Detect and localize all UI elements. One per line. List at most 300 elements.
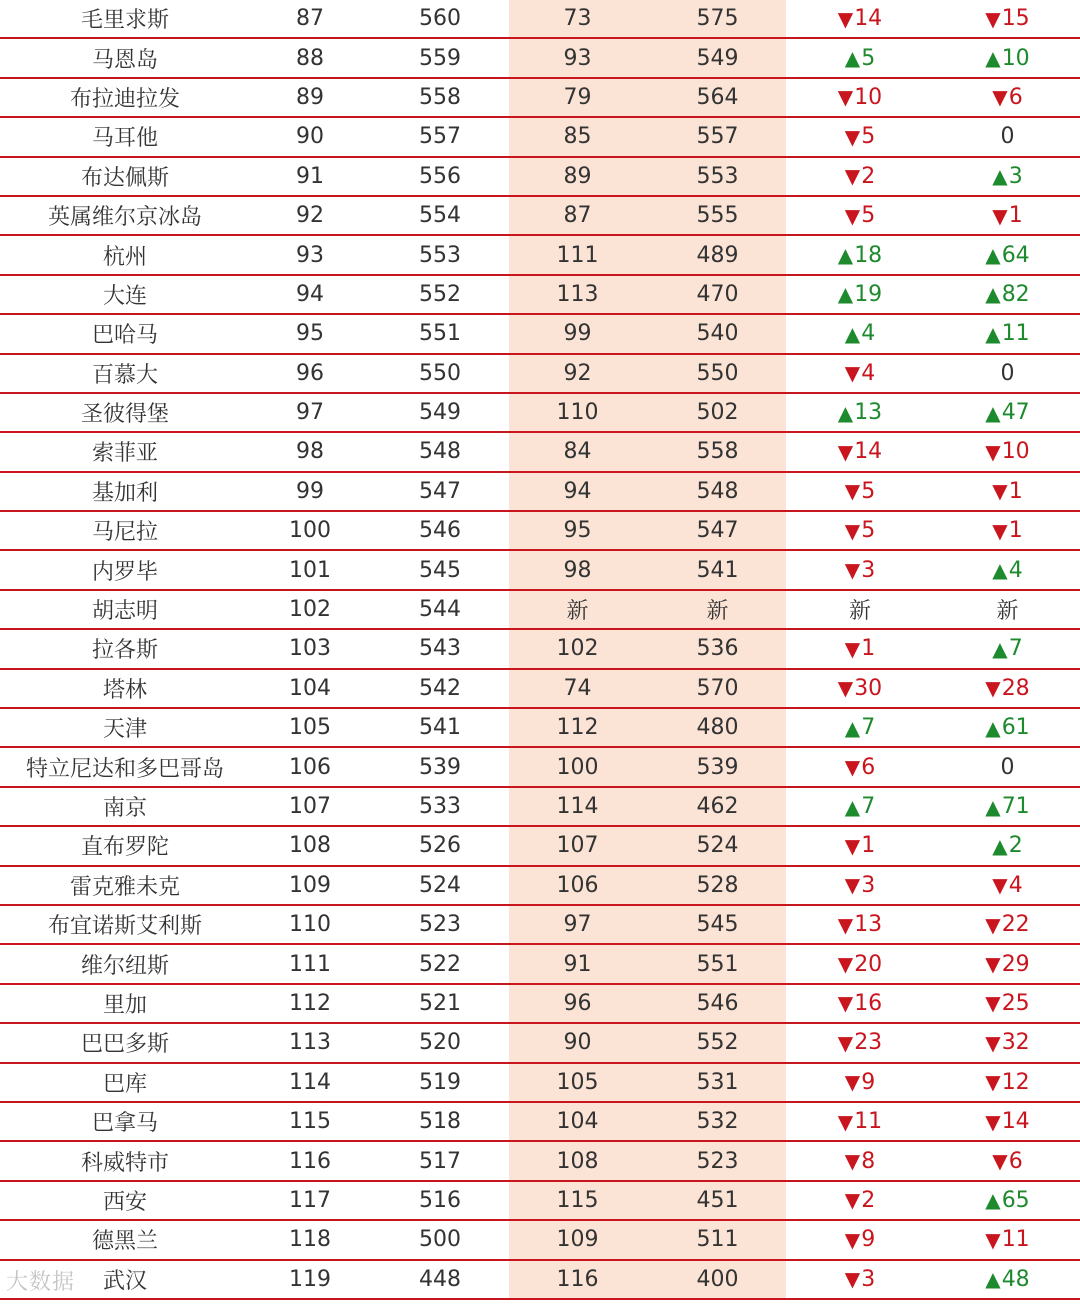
rank-cell (250, 1142, 370, 1179)
triangle-down-icon: ▼ (844, 1267, 861, 1292)
rank-change-cell (790, 512, 930, 549)
prev-rank-cell (515, 276, 640, 313)
prev-rank-cell (515, 788, 640, 825)
prev-score-cell-text: 550 (696, 360, 739, 386)
prev-score-cell-text: 531 (696, 1069, 739, 1095)
prev-rank-cell-text: 95 (563, 518, 592, 544)
score-change-cell-value: 14 (1001, 1109, 1030, 1135)
prev-rank-cell (515, 79, 640, 116)
score-cell-text: 552 (419, 281, 461, 307)
city-cell-text: 索菲亚 (91, 441, 158, 467)
score-cell (380, 79, 500, 116)
prev-score-cell (655, 276, 780, 313)
prev-rank-cell-text: 87 (563, 203, 592, 229)
watermark: 大数据 (6, 1270, 76, 1295)
rank-change-cell (790, 276, 930, 313)
city-cell (0, 0, 250, 37)
rank-cell (250, 39, 370, 76)
table-row (0, 827, 1080, 866)
rank-cell-text: 103 (289, 636, 331, 662)
prev-score-cell-text: 511 (696, 1227, 739, 1253)
score-cell-text: 520 (419, 1030, 461, 1056)
table-row (0, 906, 1080, 945)
score-cell (380, 985, 500, 1022)
score-cell-text: 541 (419, 715, 461, 741)
score-change-cell-value: 1 (1008, 518, 1023, 544)
triangle-down-icon: ▼ (844, 1149, 861, 1174)
prev-score-cell (655, 788, 780, 825)
score-change-cell (935, 355, 1080, 392)
rank-cell-text: 101 (289, 557, 331, 583)
score-cell-text: 448 (419, 1266, 461, 1292)
score-cell-text: 539 (419, 754, 461, 780)
prev-rank-cell (515, 748, 640, 785)
rank-cell (250, 394, 370, 431)
city-cell-text: 布达佩斯 (80, 165, 169, 191)
triangle-up-icon: ▲ (985, 400, 1001, 425)
score-change-cell (935, 276, 1080, 313)
score-cell-text: 545 (419, 557, 461, 583)
prev-score-cell (655, 748, 780, 785)
rank-change-cell-value: 5 (861, 478, 876, 504)
rank-cell (250, 433, 370, 470)
score-cell-text: 546 (419, 518, 461, 544)
prev-rank-cell-text: 92 (563, 360, 592, 386)
prev-rank-cell-text: 112 (556, 715, 599, 741)
city-cell (0, 355, 250, 392)
rank-change-cell (790, 315, 930, 352)
city-cell-text: 大连 (102, 283, 147, 309)
rank-cell-text: 93 (296, 242, 324, 268)
city-cell (0, 670, 250, 707)
table-row (0, 748, 1080, 787)
prev-rank-cell-text: 90 (563, 1030, 592, 1056)
rank-change-cell-value: 20 (854, 951, 883, 977)
city-cell (0, 473, 250, 510)
score-cell-text: 517 (419, 1148, 461, 1174)
rank-cell (250, 591, 370, 628)
rank-cell (250, 1103, 370, 1140)
prev-rank-cell-text: 107 (556, 833, 599, 859)
city-cell-text: 杭州 (102, 244, 147, 270)
rank-change-cell-value: 9 (861, 1069, 876, 1095)
rank-cell-text: 115 (289, 1109, 331, 1135)
rank-change-cell (790, 945, 930, 982)
triangle-down-icon: ▼ (844, 1070, 861, 1095)
rank-change-cell-value: 3 (861, 1266, 876, 1292)
city-cell (0, 79, 250, 116)
city-cell-text: 特立尼达和多巴哥岛 (25, 756, 224, 782)
prev-rank-cell (515, 236, 640, 273)
prev-rank-cell-text: 73 (563, 6, 592, 32)
prev-score-cell-text: 新 (706, 599, 729, 625)
table-row (0, 394, 1080, 433)
score-cell (380, 945, 500, 982)
triangle-down-icon: ▼ (985, 6, 1001, 31)
rank-cell (250, 906, 370, 943)
score-cell-text: 519 (419, 1069, 461, 1095)
prev-score-cell-text: 462 (696, 794, 739, 819)
prev-score-cell-text: 539 (696, 754, 739, 780)
city-cell (0, 945, 250, 982)
prev-score-cell-text: 480 (696, 715, 739, 741)
triangle-down-icon: ▼ (992, 203, 1008, 228)
score-change-cell (935, 0, 1080, 37)
rank-change-cell (790, 748, 930, 785)
rank-change-cell (790, 1103, 930, 1140)
rank-change-cell-value: 4 (861, 321, 876, 347)
city-cell-text: 巴巴多斯 (80, 1032, 169, 1058)
triangle-down-icon: ▼ (985, 991, 1001, 1016)
score-cell (380, 158, 500, 195)
rank-cell (250, 670, 370, 707)
triangle-up-icon: ▲ (992, 558, 1008, 583)
triangle-down-icon: ▼ (985, 1109, 1001, 1134)
rank-change-cell-value: 5 (861, 203, 876, 229)
score-cell (380, 709, 500, 746)
triangle-down-icon: ▼ (844, 164, 861, 189)
prev-score-cell (655, 1221, 780, 1258)
table-row (0, 591, 1080, 630)
score-cell (380, 906, 500, 943)
rank-cell-text: 94 (296, 281, 324, 307)
rank-change-cell (790, 1261, 930, 1298)
prev-rank-cell (515, 1024, 640, 1061)
rank-change-cell-value: 5 (861, 45, 876, 71)
rank-change-cell (790, 236, 930, 273)
score-cell-text: 550 (419, 360, 461, 386)
city-cell (0, 1142, 250, 1179)
city-cell-text: 布宜诺斯艾利斯 (47, 914, 202, 940)
prev-rank-cell-text: 98 (563, 557, 592, 583)
city-cell (0, 1103, 250, 1140)
rank-change-cell-value: 5 (861, 124, 876, 150)
rank-change-cell-value: 新 (848, 599, 871, 625)
rank-change-cell (790, 551, 930, 588)
rank-cell (250, 197, 370, 234)
prev-rank-cell-text: 91 (563, 951, 592, 977)
prev-score-cell (655, 591, 780, 628)
city-cell-text: 武汉 (102, 1268, 147, 1294)
score-cell-text: 560 (419, 6, 461, 32)
city-cell (0, 315, 250, 352)
city-cell-text: 塔林 (102, 677, 147, 703)
city-cell (0, 1064, 250, 1101)
rank-cell-text: 99 (296, 478, 324, 504)
score-change-cell-value: 22 (1001, 912, 1030, 938)
score-change-cell-value: 1 (1008, 478, 1023, 504)
prev-score-cell (655, 1142, 780, 1179)
triangle-down-icon: ▼ (985, 1030, 1001, 1055)
table-row (0, 867, 1080, 906)
prev-score-cell (655, 158, 780, 195)
score-change-cell (935, 709, 1080, 746)
score-cell-text: 554 (419, 203, 461, 229)
prev-score-cell-text: 489 (696, 242, 739, 268)
table-row (0, 1103, 1080, 1142)
table-row (0, 236, 1080, 275)
prev-score-cell-text: 547 (696, 518, 739, 544)
score-cell-text: 522 (419, 951, 461, 977)
rank-change-cell (790, 591, 930, 628)
prev-score-cell-text: 528 (696, 872, 739, 898)
score-change-cell-value: 新 (996, 599, 1019, 625)
score-cell (380, 276, 500, 313)
triangle-down-icon: ▼ (992, 518, 1008, 543)
score-cell (380, 0, 500, 37)
triangle-up-icon: ▲ (985, 243, 1001, 268)
triangle-down-icon: ▼ (844, 873, 861, 898)
triangle-down-icon: ▼ (992, 479, 1008, 504)
prev-rank-cell-text: 115 (556, 1187, 599, 1213)
triangle-up-icon: ▲ (844, 46, 861, 71)
score-change-cell (935, 473, 1080, 510)
prev-rank-cell (515, 551, 640, 588)
score-change-cell-value: 0 (1000, 754, 1015, 780)
prev-rank-cell (515, 1103, 640, 1140)
score-change-cell-value: 64 (1001, 242, 1030, 268)
rank-cell (250, 788, 370, 825)
city-cell (0, 433, 250, 470)
prev-rank-cell-text: 110 (556, 400, 599, 426)
city-cell (0, 591, 250, 628)
rank-cell (250, 158, 370, 195)
score-change-cell (935, 79, 1080, 116)
rank-change-cell-value: 7 (861, 794, 876, 819)
table-row (0, 1064, 1080, 1103)
rank-cell (250, 236, 370, 273)
score-change-cell-value: 3 (1008, 163, 1023, 189)
rank-change-cell-value: 3 (861, 557, 876, 583)
prev-score-cell (655, 945, 780, 982)
score-change-cell-value: 12 (1001, 1069, 1030, 1095)
triangle-down-icon: ▼ (837, 1030, 854, 1055)
rank-cell (250, 0, 370, 37)
score-cell-text: 521 (419, 990, 461, 1016)
prev-score-cell-text: 524 (696, 833, 739, 859)
rank-cell (250, 867, 370, 904)
rank-change-cell-value: 7 (861, 715, 876, 741)
city-cell (0, 276, 250, 313)
rank-cell-text: 119 (289, 1266, 331, 1292)
rank-cell-text: 89 (296, 84, 324, 110)
prev-rank-cell (515, 827, 640, 864)
rank-cell (250, 118, 370, 155)
score-change-cell (935, 236, 1080, 273)
table-row (0, 945, 1080, 984)
rank-change-cell (790, 355, 930, 392)
prev-rank-cell-text: 108 (556, 1148, 599, 1174)
prev-rank-cell (515, 118, 640, 155)
score-cell-text: 556 (419, 163, 461, 189)
rank-cell (250, 473, 370, 510)
triangle-down-icon: ▼ (844, 636, 861, 661)
score-change-cell (935, 1064, 1080, 1101)
triangle-down-icon: ▼ (844, 1227, 861, 1252)
prev-rank-cell (515, 1261, 640, 1298)
city-cell-text: 马尼拉 (91, 520, 158, 546)
rank-change-cell-value: 14 (854, 439, 883, 465)
rank-cell-text: 92 (296, 203, 324, 229)
city-cell (0, 788, 250, 825)
triangle-down-icon: ▼ (844, 755, 861, 780)
rank-change-cell-value: 13 (854, 912, 883, 938)
score-cell (380, 433, 500, 470)
rank-change-cell (790, 906, 930, 943)
rank-cell-text: 108 (289, 833, 331, 859)
rank-change-cell (790, 1064, 930, 1101)
triangle-up-icon: ▲ (985, 321, 1001, 346)
city-cell (0, 906, 250, 943)
city-cell (0, 39, 250, 76)
city-cell-text: 西安 (102, 1189, 147, 1215)
city-cell-text: 巴哈马 (91, 323, 158, 349)
prev-score-cell-text: 541 (696, 557, 739, 583)
score-change-cell-value: 71 (1001, 794, 1030, 819)
rank-cell-text: 114 (289, 1069, 331, 1095)
prev-rank-cell-text: 79 (563, 84, 592, 110)
rank-change-cell (790, 473, 930, 510)
city-cell (0, 1221, 250, 1258)
prev-score-cell-text: 536 (696, 636, 739, 662)
score-cell-text: 559 (419, 45, 461, 71)
rank-change-cell (790, 630, 930, 667)
prev-rank-cell-text: 85 (563, 124, 592, 150)
rank-cell (250, 945, 370, 982)
rank-cell-text: 87 (296, 6, 324, 32)
triangle-down-icon: ▼ (844, 558, 861, 583)
score-cell (380, 1142, 500, 1179)
rank-cell-text: 113 (289, 1030, 331, 1056)
rank-cell-text: 98 (296, 439, 324, 465)
score-change-cell-value: 7 (1008, 636, 1023, 662)
prev-score-cell (655, 512, 780, 549)
city-cell-text: 百慕大 (91, 362, 158, 388)
city-cell-text: 德黑兰 (91, 1229, 158, 1255)
city-cell (0, 236, 250, 273)
triangle-down-icon: ▼ (837, 1109, 854, 1134)
table-row (0, 709, 1080, 748)
rank-change-cell (790, 788, 930, 825)
triangle-down-icon: ▼ (844, 1188, 861, 1213)
rank-change-cell-value: 4 (861, 360, 876, 386)
rank-cell-text: 90 (296, 124, 324, 150)
rank-change-cell (790, 0, 930, 37)
rank-change-cell-value: 8 (861, 1148, 876, 1174)
triangle-up-icon: ▲ (992, 636, 1008, 661)
prev-score-cell (655, 551, 780, 588)
triangle-up-icon: ▲ (992, 164, 1008, 189)
prev-score-cell-text: 451 (696, 1187, 739, 1213)
triangle-up-icon: ▲ (985, 282, 1001, 307)
score-cell-text: 516 (419, 1187, 461, 1213)
prev-rank-cell (515, 630, 640, 667)
prev-score-cell (655, 906, 780, 943)
rank-change-cell-value: 1 (861, 636, 876, 662)
city-cell-text: 天津 (102, 717, 147, 743)
score-cell-text: 544 (419, 597, 461, 623)
prev-score-cell-text: 546 (696, 990, 739, 1016)
score-cell (380, 827, 500, 864)
triangle-down-icon: ▼ (844, 203, 861, 228)
table-row (0, 118, 1080, 157)
rank-cell-text: 110 (289, 912, 331, 938)
triangle-down-icon: ▼ (985, 439, 1001, 464)
prev-score-cell-text: 470 (696, 281, 739, 307)
score-change-cell (935, 906, 1080, 943)
triangle-up-icon: ▲ (844, 715, 861, 740)
score-change-cell (935, 630, 1080, 667)
table-row (0, 276, 1080, 315)
triangle-up-icon: ▲ (844, 794, 861, 819)
prev-rank-cell-text: 89 (563, 163, 592, 189)
score-cell (380, 197, 500, 234)
rank-cell-text: 116 (289, 1148, 331, 1174)
score-cell (380, 867, 500, 904)
rank-change-cell (790, 709, 930, 746)
prev-rank-cell (515, 0, 640, 37)
city-cell-text: 马恩岛 (91, 47, 158, 73)
score-change-cell (935, 315, 1080, 352)
prev-rank-cell (515, 39, 640, 76)
score-change-cell-value: 6 (1008, 84, 1023, 110)
triangle-up-icon: ▲ (985, 1267, 1001, 1292)
prev-score-cell (655, 394, 780, 431)
triangle-down-icon: ▼ (844, 124, 861, 149)
prev-score-cell-text: 557 (696, 124, 739, 150)
triangle-down-icon: ▼ (992, 873, 1008, 898)
city-cell-text: 里加 (102, 992, 147, 1018)
score-change-cell-value: 25 (1001, 990, 1030, 1016)
triangle-down-icon: ▼ (844, 518, 861, 543)
rank-change-cell (790, 827, 930, 864)
city-cell-text: 英属维尔京冰岛 (47, 205, 202, 231)
city-cell-text: 基加利 (91, 480, 158, 506)
rank-change-cell (790, 197, 930, 234)
score-change-cell (935, 118, 1080, 155)
triangle-up-icon: ▲ (837, 243, 854, 268)
city-cell (0, 985, 250, 1022)
rank-cell-text: 109 (289, 872, 331, 898)
score-change-cell-value: 6 (1008, 1148, 1023, 1174)
score-cell-text: 543 (419, 636, 461, 662)
rank-change-cell-value: 30 (854, 675, 883, 701)
prev-rank-cell (515, 355, 640, 392)
rank-change-cell-value: 11 (854, 1109, 883, 1135)
rank-cell-text: 112 (289, 990, 331, 1016)
rank-change-cell-value: 2 (861, 1187, 876, 1213)
city-cell (0, 512, 250, 549)
rank-change-cell (790, 158, 930, 195)
prev-score-cell-text: 555 (696, 203, 739, 229)
prev-score-cell (655, 630, 780, 667)
prev-rank-cell-text: 111 (556, 242, 599, 268)
score-cell (380, 118, 500, 155)
rank-cell-text: 100 (289, 518, 331, 544)
rank-change-cell-value: 3 (861, 872, 876, 898)
triangle-up-icon: ▲ (992, 833, 1008, 858)
prev-score-cell-text: 545 (696, 912, 739, 938)
score-change-cell-value: 1 (1008, 203, 1023, 229)
rank-change-cell-value: 13 (854, 400, 883, 426)
score-cell (380, 1103, 500, 1140)
rank-change-cell-value: 5 (861, 518, 876, 544)
score-change-cell (935, 551, 1080, 588)
rank-change-cell (790, 118, 930, 155)
rank-cell-text: 118 (289, 1227, 331, 1253)
rank-cell (250, 1064, 370, 1101)
rank-cell (250, 512, 370, 549)
